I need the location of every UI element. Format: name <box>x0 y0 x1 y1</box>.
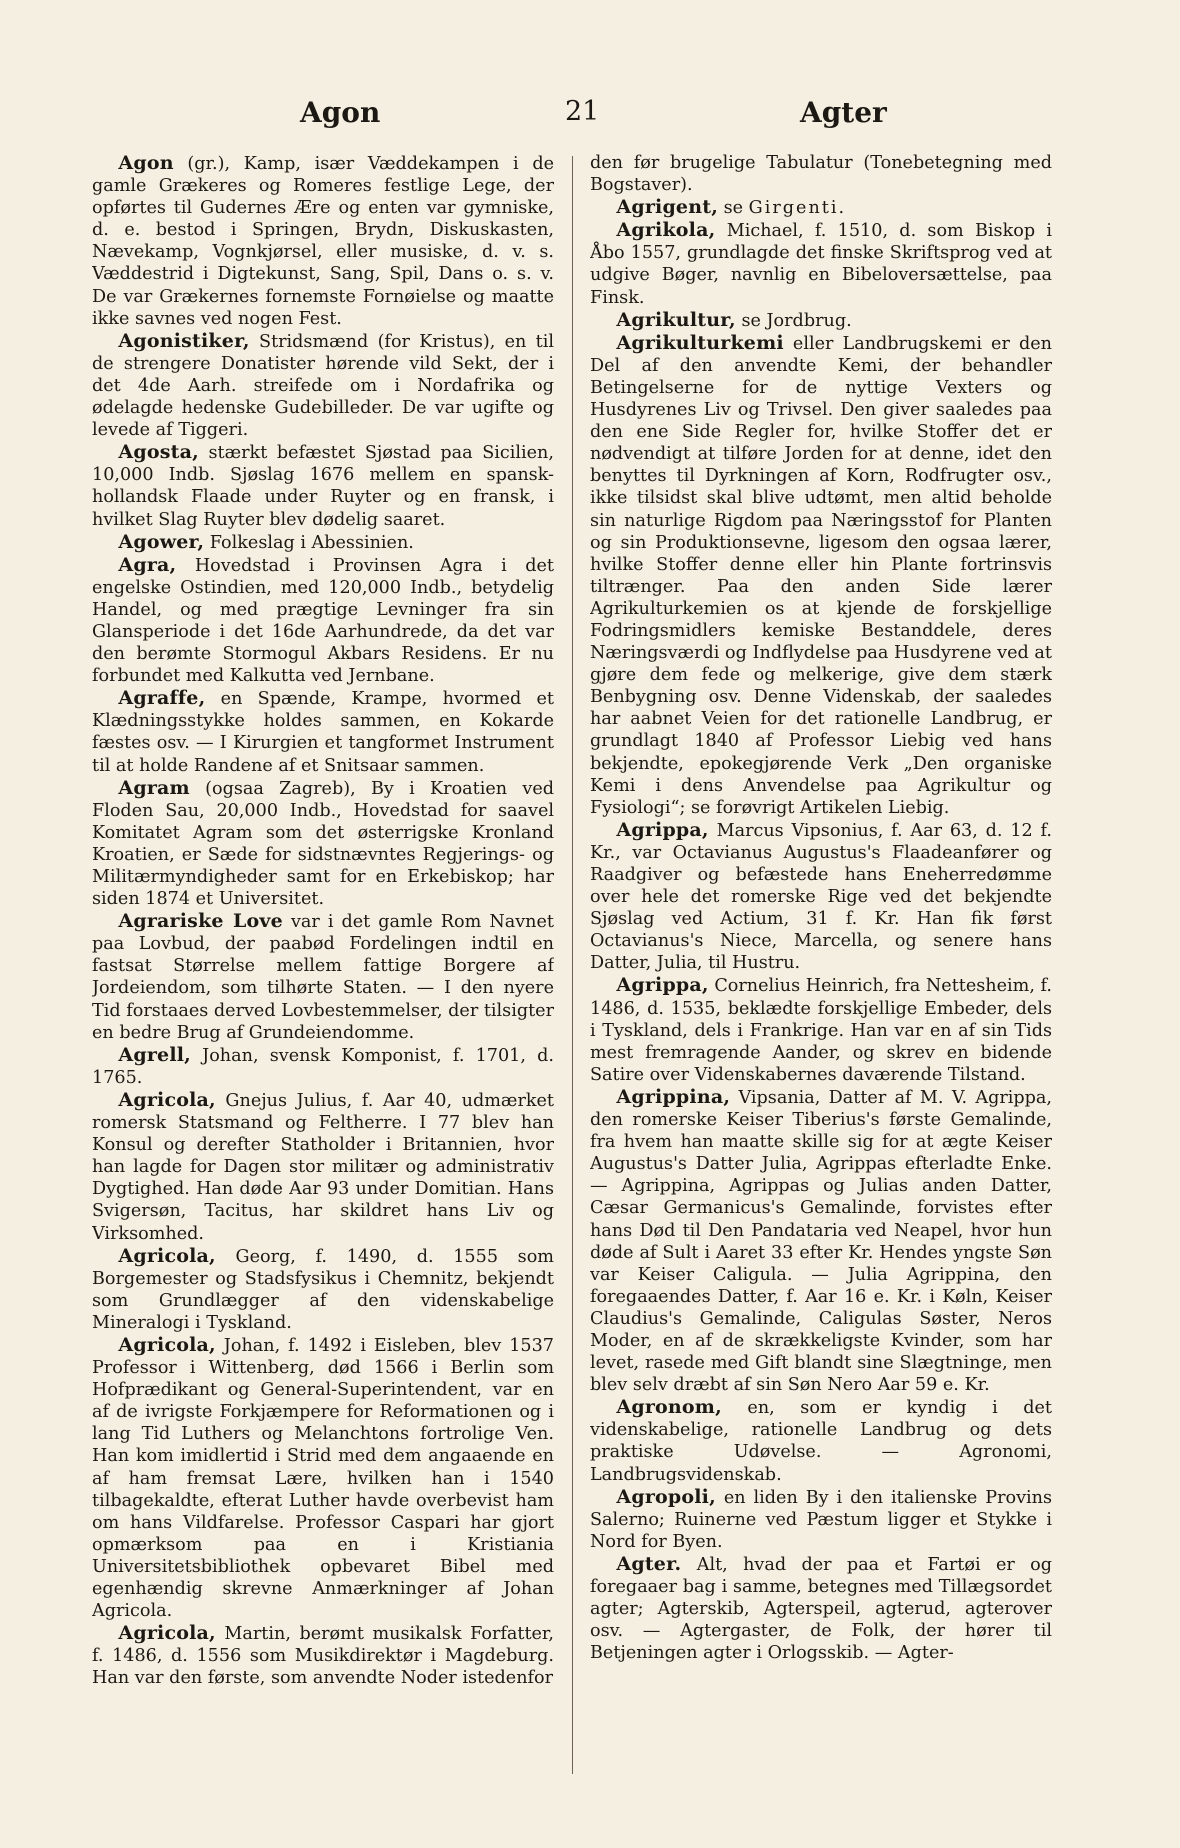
entry-text: Johan, f. 1492 i Eisleben, blev 1537 Professor i Wittenberg, død 1566 i Berlin som Hofprædikant og General-Superintendent, var en af de ivrigste Forkjæmpere for Reformationen og i lang Tid Luthers og Melanchtons fortrolige Ven. Han kom imidlertid i Strid med dem angaaende en af ham fremsat Lære, hvilken han i 1540 tilbagekaldte, efterat Luther havde overbevist ham om hans Vildfarelse. Professor Caspari har gjort opmærksom paa en i Kristiania Universitetsbibliothek opbevaret Bibel med egenhændig skrevne Anmærkninger af Johan Agricola. <box>92 1335 554 1622</box>
dictionary-entry <box>92 1089 554 1245</box>
entry-headword: Agrippa, <box>616 974 709 997</box>
dictionary-entry <box>590 219 1052 308</box>
dictionary-entry <box>590 974 1052 1085</box>
dictionary-entry <box>590 819 1052 975</box>
entry-headword: Agosta, <box>118 441 199 464</box>
left-guide-word: Agon <box>300 96 381 129</box>
dictionary-entry <box>92 1334 554 1622</box>
entry-headword: Agricola, <box>118 1333 216 1356</box>
entry-text: en liden By i den italienske Provins Salerno; Ruinerne ved Pæstum ligger et Stykke i Nord for Byen. <box>590 1487 1052 1552</box>
entry-headword: Agower, <box>118 530 205 553</box>
entry-headword: Agraffe, <box>118 687 206 710</box>
dictionary-entry <box>92 687 554 776</box>
right-column <box>590 152 1052 1832</box>
entry-headword: Agrell, <box>118 1043 191 1066</box>
entry-text: Stridsmænd (for Kristus), en til de strengere Donatister hørende vild Sekt, der i det 4de Aarh. streifede om i Nordafrika og ødelagde hedenske Gudebilleder. De var ugifte og levede af Tiggeri. <box>92 331 554 441</box>
entry-text: se Jordbrug. <box>735 310 852 331</box>
dictionary-entry <box>92 1245 554 1334</box>
page-number: 21 <box>565 96 600 127</box>
dictionary-entry <box>590 1553 1052 1664</box>
dictionary-entry <box>590 332 1052 819</box>
right-guide-word: Agter <box>800 96 887 129</box>
dictionary-entry <box>92 531 554 554</box>
left-column <box>92 152 554 1832</box>
entry-headword: Agrippa, <box>616 818 709 841</box>
entry-text: Georg, f. 1490, d. 1555 som Borgemester og Stadsfysikus i Chemnitz, bekjendt som Grundlægger af den videnskabelige Mineralogi i Tyskland. <box>92 1246 554 1333</box>
entry-text: Martin, berømt musikalsk Forfatter, f. 1486, d. 1556 som Musikdirektør i Magdeburg. Han var den første, som anvendte Noder istedenfor <box>92 1624 554 1689</box>
dictionary-entry <box>92 554 554 688</box>
dictionary-entry <box>92 777 554 911</box>
dictionary-entry <box>590 1086 1052 1396</box>
entry-text: den før brugelige Tabulatur (Tonebetegning med Bogstaver). <box>590 153 1052 196</box>
entry-headword: Agricola, <box>118 1622 216 1645</box>
entry-text: Hovedstad i Provinsen Agra i det engelske Ostindien, med 120,000 Indb., betydelig Handel, og med prægtige Levninger fra sin Glansperiode i det 16de Aarhundrede, da det var den berømte Stormogul Akbars Residens. Er nu forbundet med Kalkutta ved Jernbane. <box>92 555 554 687</box>
entry-text: Marcus Vipsonius, f. Aar 63, d. 12 f. Kr., var Octavianus Augustus's Flaadeanfører og Raadgiver og befæstede hans Eneherredømme over hele det romerske Rige ved det bekjendte Sjøslag ved Actium, 31 f. Kr. Han fik først Octavianus's Niece, Marcella, og senere hans Datter, Julia, til Hustru. <box>590 820 1052 974</box>
entry-text: se <box>718 198 749 219</box>
dictionary-entry <box>92 910 554 1044</box>
entry-text: Folkeslag i Abessinien. <box>204 532 414 553</box>
entry-headword: Agonistiker, <box>118 329 250 352</box>
dictionary-entry <box>92 1044 554 1089</box>
entry-headword: Agrigent, <box>616 196 719 219</box>
dictionary-entry <box>590 1486 1052 1553</box>
entry-headword: Agon <box>118 152 174 174</box>
entry-text: Alt, hvad der paa et Fartøi er og foregaaer bag i samme, betegnes med Tillægsordet agter; Agterskib, Agterspeil, agterud, agterover osv. — Agtergaster, de Folk, der hører til Betjeningen agter i Orlogsskib. — Agter- <box>590 1554 1052 1664</box>
entry-headword: Agropoli, <box>616 1485 716 1508</box>
entry-headword: Agra, <box>118 553 177 576</box>
entry-text: stærkt befæstet Sjøstad paa Sicilien, 10,000 Indb. Sjøslag 1676 mellem en spansk-hollandsk Flaade under Ruyter og en fransk, i hvilket Slag Ruyter blev dødelig saaret. <box>92 443 554 530</box>
entry-headword: Agricola, <box>118 1088 216 1111</box>
entry-headword: Agrikola, <box>616 219 716 242</box>
dictionary-entry <box>590 196 1052 219</box>
entry-text: Michael, f. 1510, d. som Biskop i Åbo 1557, grundlagde det finske Skriftsprog ved at udgive Bøger, navnlig en Bibeloversættelse, paa Finsk. <box>590 221 1052 308</box>
column-divider <box>572 156 573 1774</box>
entry-headword: Agrippina, <box>616 1085 731 1108</box>
entry-headword: Agrikultur, <box>616 308 736 331</box>
entry-text: (ogsaa Zagreb), By i Kroatien ved Floden Sau, 20,000 Indb., Hovedstad for saavel Komitatet Agram som det østerrigske Kronland Kroatien, er Sæde for sidstnævntes Regjerings- og Militærmyndigheder samt for en Erkebiskop; har siden 1874 et Universitet. <box>92 778 554 910</box>
dictionary-entry <box>590 152 1052 196</box>
entry-headword: Agrikulturkemi <box>616 331 784 354</box>
entry-headword: Agrariske Love <box>118 910 283 933</box>
dictionary-entry <box>92 1622 554 1689</box>
dictionary-entry <box>92 330 554 441</box>
entry-text: en, som er kyndig i det videnskabelige, rationelle Landbrug og dets praktiske Udøvelse. — Agronomi, Landbrugsvidenskab. <box>590 1398 1052 1485</box>
entry-headword: Agricola, <box>118 1244 216 1267</box>
entry-text: Gnejus Julius, f. Aar 40, udmærket romersk Statsmand og Feltherre. I 77 blev han Konsul og derefter Statholder i Britannien, hvor han lagde for Dagen stor militær og administrativ Dygtighed. Han døde Aar 93 under Domitian. Hans Svigersøn, Tacitus, har skildret hans Liv og Virksomhed. <box>92 1090 554 1244</box>
dictionary-entry <box>92 152 554 330</box>
entry-headword: Agronom, <box>616 1396 722 1419</box>
entry-text: en Spænde, Krampe, hvormed et Klædningsstykke holdes sammen, en Kokarde fæstes osv. — I Kirurgien et tangformet Instrument til at holde Randene af et Snitsaar sammen. <box>92 689 554 776</box>
entry-headword: Agter. <box>616 1552 682 1575</box>
entry-cross-reference: Girgenti. <box>748 198 847 219</box>
dictionary-entry <box>590 309 1052 332</box>
entry-text: eller Landbrugskemi er den Del af den anvendte Kemi, der behandler Betingelserne for de nyttige Vexters og Husdyrenes Liv og Trivsel. Den giver saaledes paa den ene Side Regler for, hvilke Stoffer det er nødvendigt at tilføre Jorden for at denne, idet den benyttes til Dyrkningen af Korn, Rodfrugter osv., ikke tilsidst skal blive udtømt, men altid beholde sin naturlige Rigdom paa Næringsstof for Planten og sin Produktionsevne, ligesom den ogsaa lærer, hvilke Stoffer denne eller hin Plante fortrinsvis tiltrænger. Paa den anden Side lærer Agrikulturkemien os at kjende de forskjellige Fodringsmidlers kemiske Bestanddele, deres Næringsværdi og Indflydelse paa Husdyrene ved at gjøre dem fede og melkerige, give dem stærk Benbygning osv. Denne Videnskab, der saaledes har aabnet Veien for det rationelle Landbrug, er grundlagt 1840 af Professor Liebig ved hans bekjendte, epokegjørende Verk „Den organiske Kemi i dens Anvendelse paa Agrikultur og Fysiologi“; se forøvrigt Artikelen Liebig. <box>590 333 1052 818</box>
entry-text: Johan, svensk Komponist, f. 1701, d. 1765. <box>92 1045 554 1088</box>
dictionary-entry <box>92 441 554 530</box>
entry-headword: Agram <box>118 776 190 799</box>
dictionary-entry <box>590 1396 1052 1485</box>
entry-text: Vipsania, Datter af M. V. Agrippa, den romerske Keiser Tiberius's første Gemalinde, fra hvem han maatte skille sig for at ægte Keiser Augustus's Datter Julia, Agrippas efterladte Enke. — Agrippina, Agrippas og Julias anden Datter, Cæsar Germanicus's Gemalinde, forvistes efter hans Død til Den Pandataria ved Neapel, hvor hun døde af Sult i Aaret 33 efter Kr. Hendes yngste Søn var Keiser Caligula. — Julia Agrippina, den foregaaendes Datter, f. Aar 16 e. Kr. i Køln, Keiser Claudius's Gemalinde, Caligulas Søster, Neros Moder, en af de skrækkeligste Kvinder, som har levet, rasede med Gift blandt sine Slægtninge, men blev selv dræbt af sin Søn Nero Aar 59 e. Kr. <box>590 1087 1052 1396</box>
entry-text: var i det gamle Rom Navnet paa Lovbud, der paabød Fordelingen indtil en fastsat Størrelse mellem fattige Borgere af Jordeiendom, som tilhørte Staten. — I den nyere Tid forstaaes derved Lovbestemmelser, der tilsigter en bedre Brug af Grundeiendomme. <box>92 912 554 1043</box>
entry-text: Cornelius Heinrich, fra Nettesheim, f. 1486, d. 1535, beklædte forskjellige Embeder, dels i Tyskland, dels i Frankrige. Han var en af sin Tids mest fremragende Aander, og skrev en bidende Satire over Videnskabernes daværende Tilstand. <box>590 976 1052 1085</box>
entry-text: (gr.), Kamp, især Væddekampen i de gamle Grækeres og Romeres festlige Lege, der opførtes til Gudernes Ære og enten var gymniske, d. e. bestod i Springen, Brydn, Diskuskasten, Nævekamp, Vognkjørsel, eller musiske, d. v. s. Væddestrid i Digtekunst, Sang, Spil, Dans o. s. v. De var Grækernes fornemste Fornøielse og maatte ikke savnes ved nogen Fest. <box>92 154 554 329</box>
